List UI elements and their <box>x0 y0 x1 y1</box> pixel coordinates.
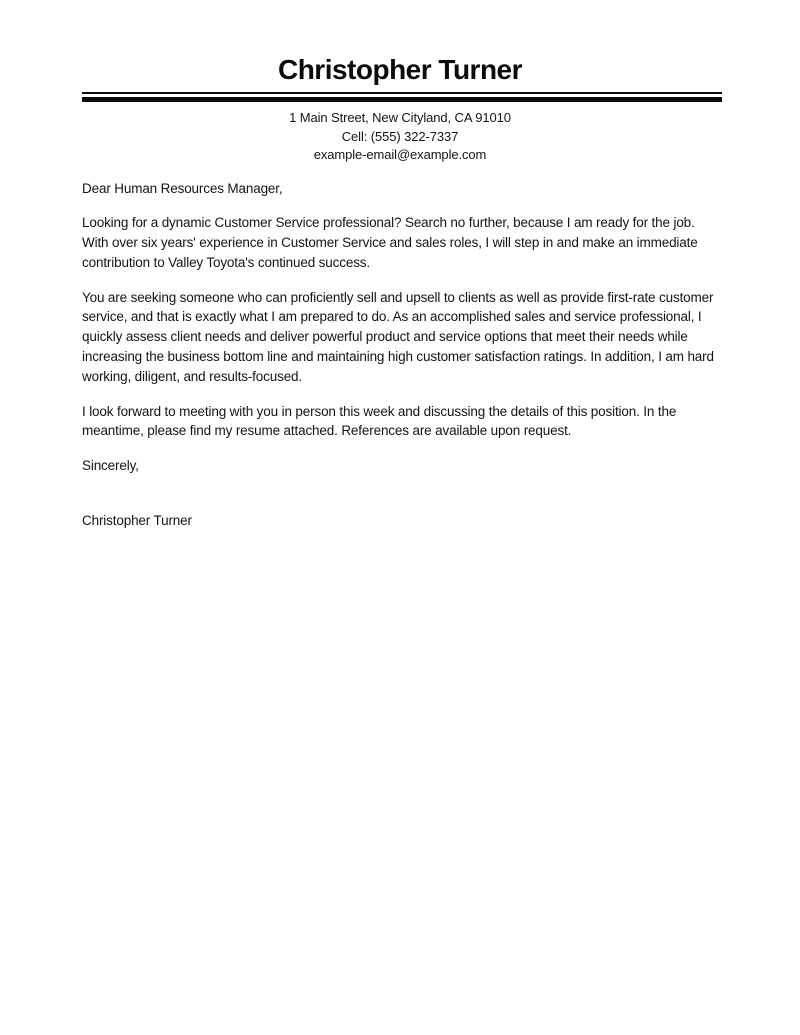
contact-email: example-email@example.com <box>313 147 487 162</box>
paragraph-qualifications: You are seeking someone who can proficiently sell and upsell to clients as well as provide first-rate customer service, and that is exactly what I am prepared to do. As an accomplished sales and service professional, I quickly assess client needs and deliver powerful product and service options that meet their needs while increasing the business bottom line and maintaining high customer satisfaction ratings. In addition, I am hard working, diligent, and results-focused. <box>82 289 714 384</box>
contact-address: 1 Main Street, New Cityland, CA 91010 <box>289 110 511 125</box>
closing: Sincerely, <box>82 458 139 474</box>
salutation: Dear Human Resources Manager, <box>82 180 283 196</box>
letter-body <box>82 179 722 531</box>
paragraph-intro: Looking for a dynamic Customer Service professional? Search no further, because I am ready for the job. With over six years' experience in Customer Service and sales roles, I will step in and make an immediate contribution to Valley Toyota's continued success. <box>82 215 698 270</box>
signature-name: Christopher Turner <box>82 513 192 529</box>
paragraph-call-to-action: I look forward to meeting with you in person this week and discussing the details of this position. In the meantime, please find my resume attached. References are available upon request. <box>82 403 677 439</box>
contact-block <box>0 109 800 165</box>
letter-header <box>0 0 800 165</box>
contact-cell: Cell: (555) 322-7337 <box>341 128 459 144</box>
header-divider-rule <box>82 92 722 102</box>
page-title: Christopher Turner <box>277 54 523 85</box>
